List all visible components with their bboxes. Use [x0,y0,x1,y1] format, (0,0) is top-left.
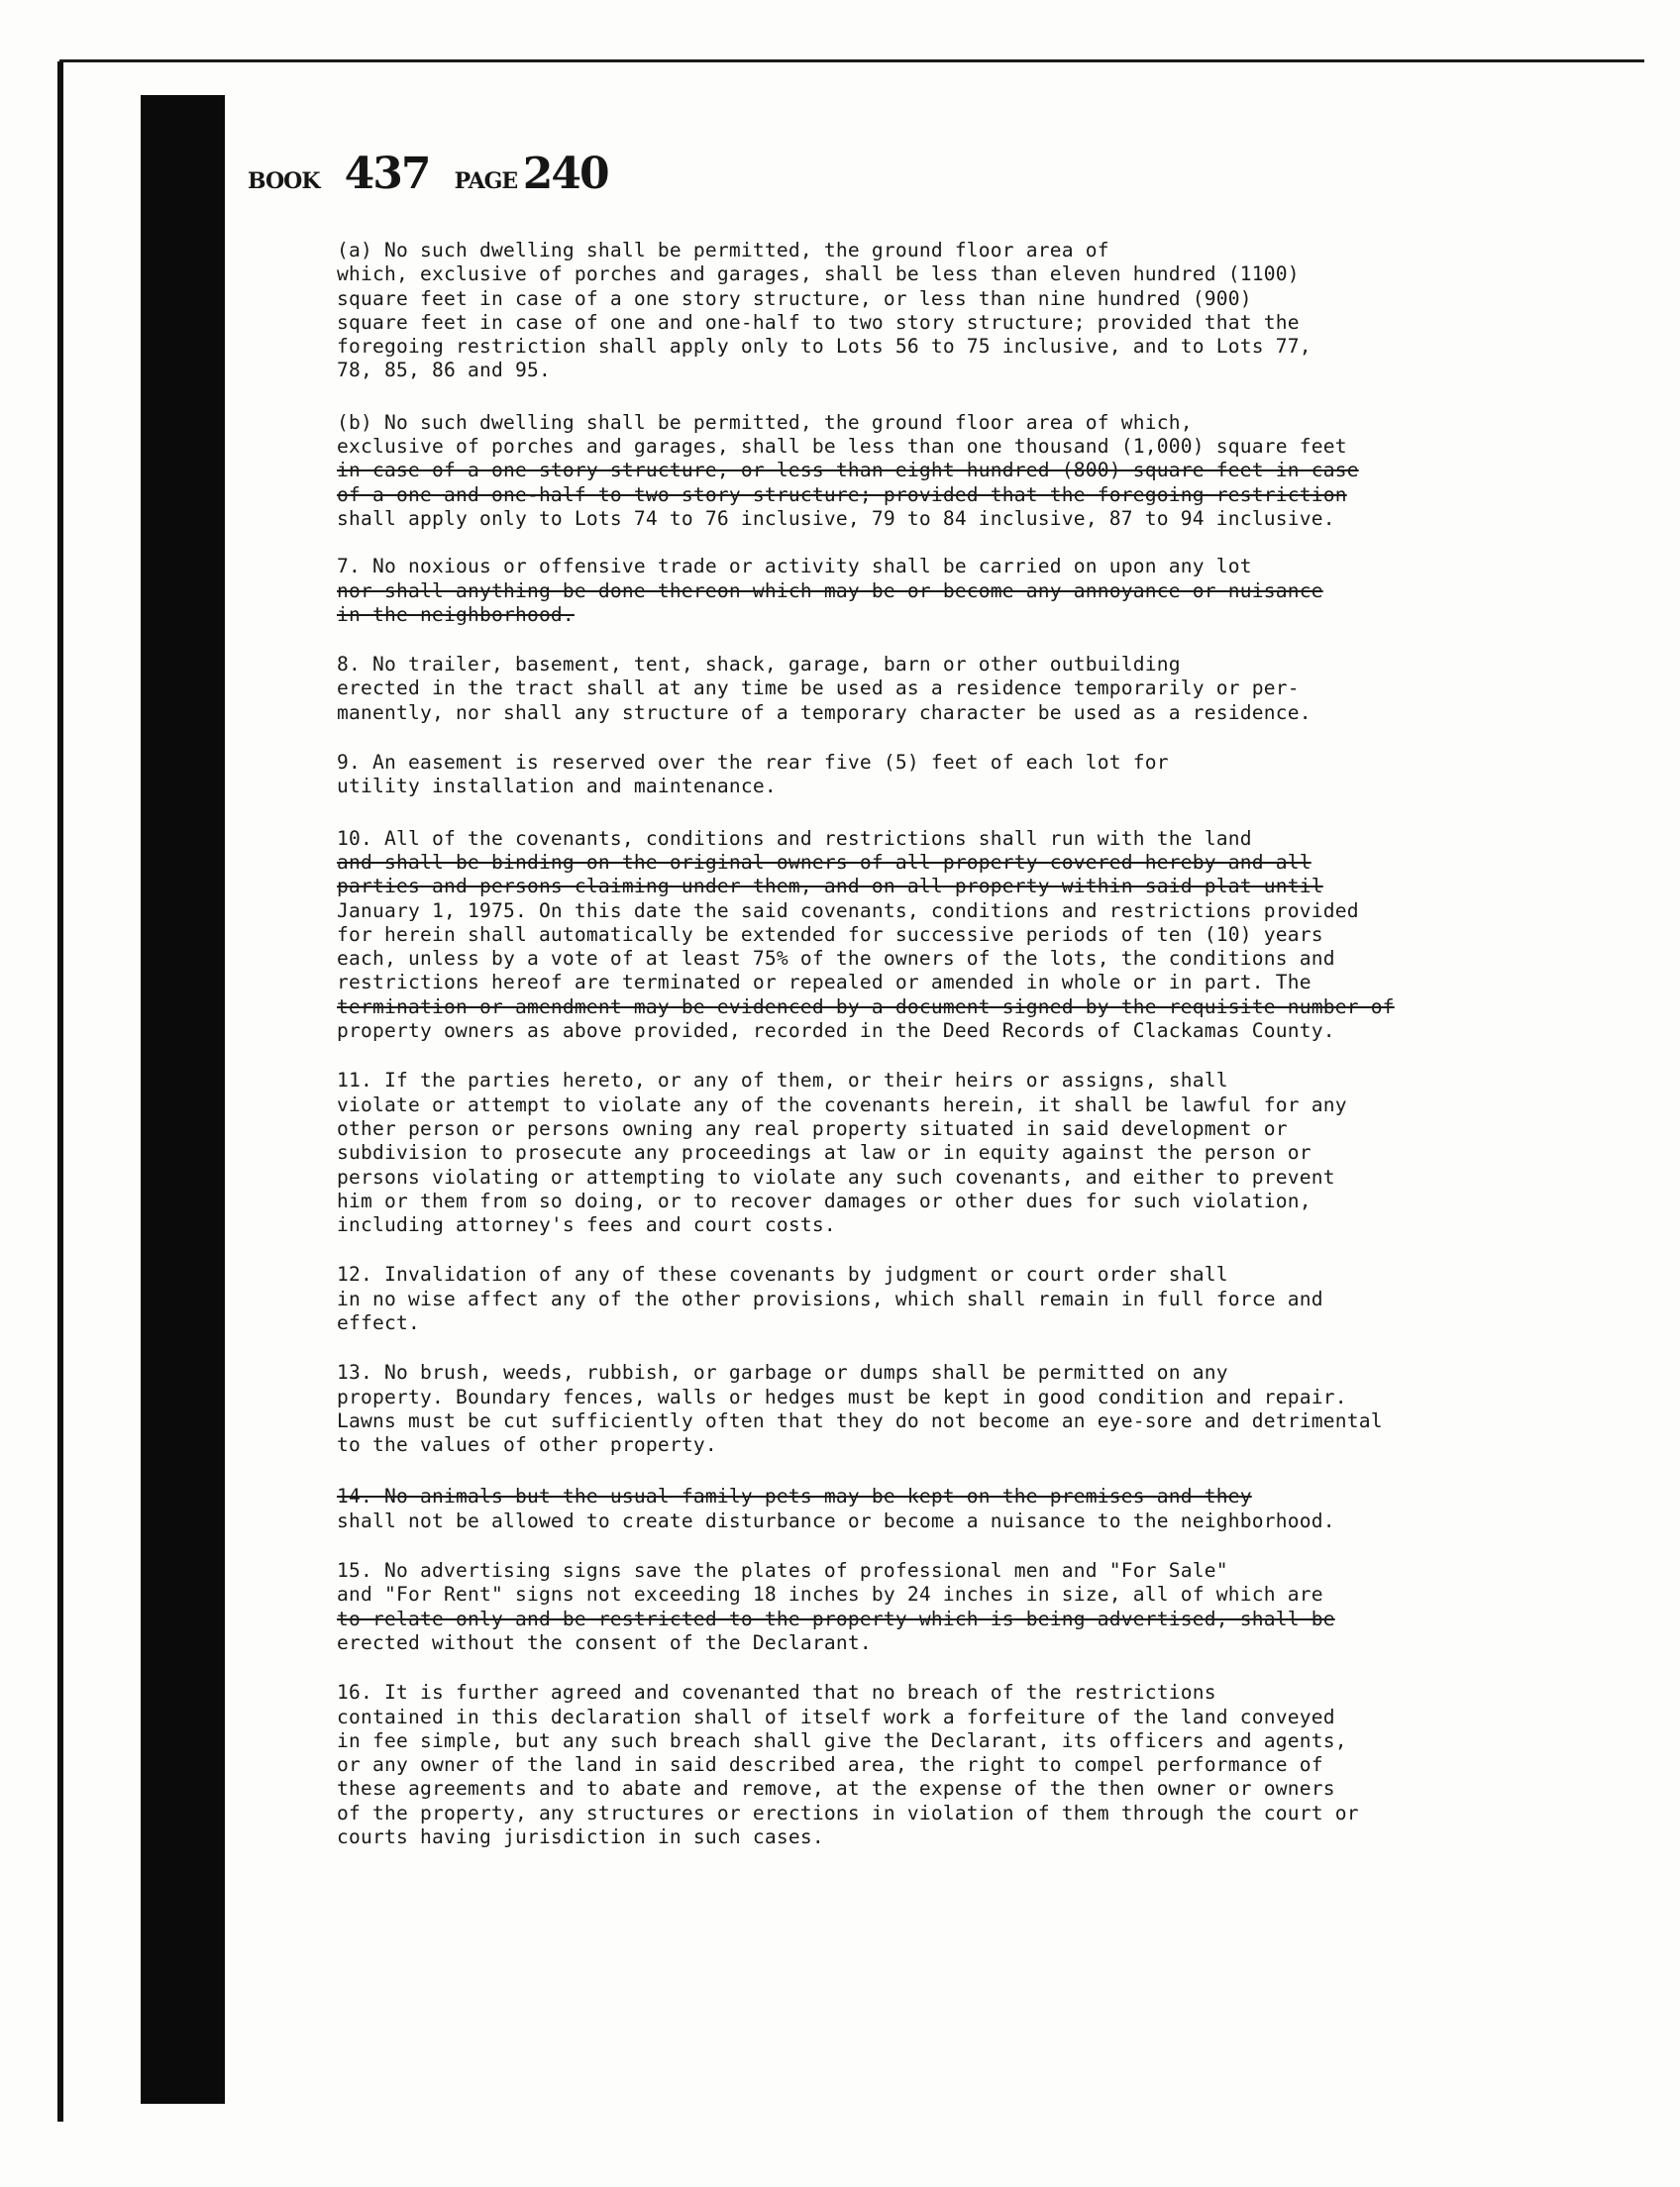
paragraph-line: (b) No such dwelling shall be permitted, the ground floor area of which, [337,410,1193,434]
paragraph-line: property owners as above provided, recorded in the Deed Records of Clackamas County. [337,1019,1335,1043]
paragraph-line: 7. No noxious or offensive trade or activity shall be carried on upon any lot [337,555,1252,578]
paragraph-line: courts having jurisdiction in such cases. [337,1825,824,1849]
paragraph-line: of a one and one-half to two story structure; provided that the foregoing restriction [337,482,1347,506]
paragraph-line: 12. Invalidation of any of these covenants by judgment or court order shall [337,1263,1228,1287]
left-scan-rule [57,61,63,2122]
paragraph-6b [337,411,1525,531]
paragraph-line: 10. All of the covenants, conditions and restrictions shall run with the land [337,826,1252,850]
book-label: BOOK [248,168,320,194]
paragraph-line: each, unless by a vote of at least 75% of the owners of the lots, the conditions and [337,947,1335,971]
paragraph-line: him or them from so doing, or to recover damages or other dues for such violation, [337,1189,1312,1212]
paragraph-line: 15. No advertising signs save the plates of professional men and "For Sale" [337,1559,1228,1583]
paragraph-line: 13. No brush, weeds, rubbish, or garbage or dumps shall be permitted on any [337,1361,1228,1385]
paragraph-line: manently, nor shall any structure of a temporary character be used as a residence. [337,700,1312,724]
paragraph-line: restrictions hereof are terminated or repealed or amended in whole or in part. The [337,971,1312,994]
paragraph-13 [337,1361,1525,1457]
paragraph-line: January 1, 1975. On this date the said covenants, conditions and restrictions provided [337,898,1359,922]
paragraph-line: including attorney's fees and court costs. [337,1213,836,1237]
paragraph-line: contained in this declaration shall of itself work a forfeiture of the land conveyed [337,1705,1335,1728]
paragraph-line: in fee simple, but any such breach shall give the Declarant, its officers and agents, [337,1728,1347,1752]
page-number: 240 [522,149,608,199]
paragraph-line: utility installation and maintenance. [337,775,777,798]
paragraph-line: for herein shall automatically be extended for successive periods of ten (10) years [337,922,1323,946]
paragraph-line: erected without the consent of the Declarant. [337,1630,872,1654]
paragraph-line: shall apply only to Lots 74 to 76 inclusive, 79 to 84 inclusive, 87 to 94 inclusive. [337,506,1335,530]
paragraph-line: which, exclusive of porches and garages, shall be less than eleven hundred (1100) [337,262,1300,286]
paragraph-line: square feet in case of a one story structure, or less than nine hundred (900) [337,286,1252,310]
paragraph-line: other person or persons owning any real property situated in said development or [337,1116,1288,1140]
paragraph-line: effect. [337,1310,420,1334]
paragraph-9 [337,751,1525,799]
paragraph-line: foregoing restriction shall apply only to Lots 56 to 75 inclusive, and to Lots 77, [337,335,1312,359]
page-label: PAGE [454,168,518,194]
paragraph-12 [337,1263,1525,1335]
paragraph-line: or any owner of the land in said described area, the right to compel performance of [337,1753,1323,1777]
paragraph-15 [337,1559,1525,1655]
paragraph-line: violate or attempt to violate any of the covenants herein, it shall be lawful for any [337,1093,1347,1116]
paragraph-line: in case of a one story structure, or less than eight hundred (800) square feet in case [337,459,1359,482]
paragraph-line: 14. No animals but the usual family pets may be kept on the premises and they [337,1485,1252,1509]
paragraph-16 [337,1681,1525,1849]
binding-bar [141,95,225,2104]
document-body [337,213,1525,1849]
book-number: 437 [344,149,430,199]
paragraph-line: 16. It is further agreed and covenanted that no breach of the restrictions [337,1681,1216,1705]
paragraph-line: these agreements and to abate and remove, at the expense of the then owner or owners [337,1777,1335,1801]
paragraph-line: 8. No trailer, basement, tent, shack, garage, barn or other outbuilding [337,653,1181,677]
paragraph-line: 78, 85, 86 and 95. [337,359,551,382]
paragraph-line: 9. An easement is reserved over the rear five (5) feet of each lot for [337,751,1169,775]
paragraph-line: shall not be allowed to create disturbance or become a nuisance to the neighborhood. [337,1509,1335,1532]
paragraph-14 [337,1485,1525,1533]
paragraph-11 [337,1069,1525,1237]
paragraph-line: to relate only and be restricted to the property which is being advertised, shall be [337,1607,1335,1630]
paragraph-7 [337,555,1525,627]
paragraph-8 [337,653,1525,725]
paragraph-line: termination or amendment may be evidenced by a document signed by the requisite number of [337,994,1395,1018]
paragraph-line: and shall be binding on the original owners of all property covered hereby and all [337,850,1312,874]
paragraph-line: exclusive of porches and garages, shall be less than one thousand (1,000) square feet [337,435,1347,459]
paragraph-line: erected in the tract shall at any time be used as a residence temporarily or per- [337,677,1300,700]
paragraph-line: and "For Rent" signs not exceeding 18 inches by 24 inches in size, all of which are [337,1583,1323,1607]
book-page-header [248,149,608,198]
paragraph-6a [337,239,1525,383]
paragraph-line: Lawns must be cut sufficiently often that they do not become an eye-sore and detrimental [337,1408,1383,1432]
paragraph-line: of the property, any structures or erections in violation of them through the court or [337,1801,1359,1824]
paragraph-line: nor shall anything be done thereon which may be or become any annoyance or nuisance [337,578,1323,602]
paragraph-line: persons violating or attempting to violate any such covenants, and either to prevent [337,1165,1335,1189]
top-scan-rule [59,59,1644,62]
paragraph-line: 11. If the parties hereto, or any of them, or their heirs or assigns, shall [337,1069,1228,1093]
paragraph-line: in the neighborhood. [337,602,575,626]
paragraph-line: parties and persons claiming under them, and on all property within said plat until [337,875,1323,898]
paragraph-line: in no wise affect any of the other provisions, which shall remain in full force and [337,1287,1323,1310]
paragraph-line: subdivision to prosecute any proceedings at law or in equity against the person or [337,1141,1312,1165]
paragraph-line: square feet in case of one and one-half to two story structure; provided that the [337,310,1300,334]
paragraph-line: property. Boundary fences, walls or hedges must be kept in good condition and repair. [337,1385,1347,1408]
paragraph-line: (a) No such dwelling shall be permitted, the ground floor area of [337,239,1109,261]
paragraph-line: to the values of other property. [337,1433,717,1457]
paragraph-10 [337,827,1525,1044]
